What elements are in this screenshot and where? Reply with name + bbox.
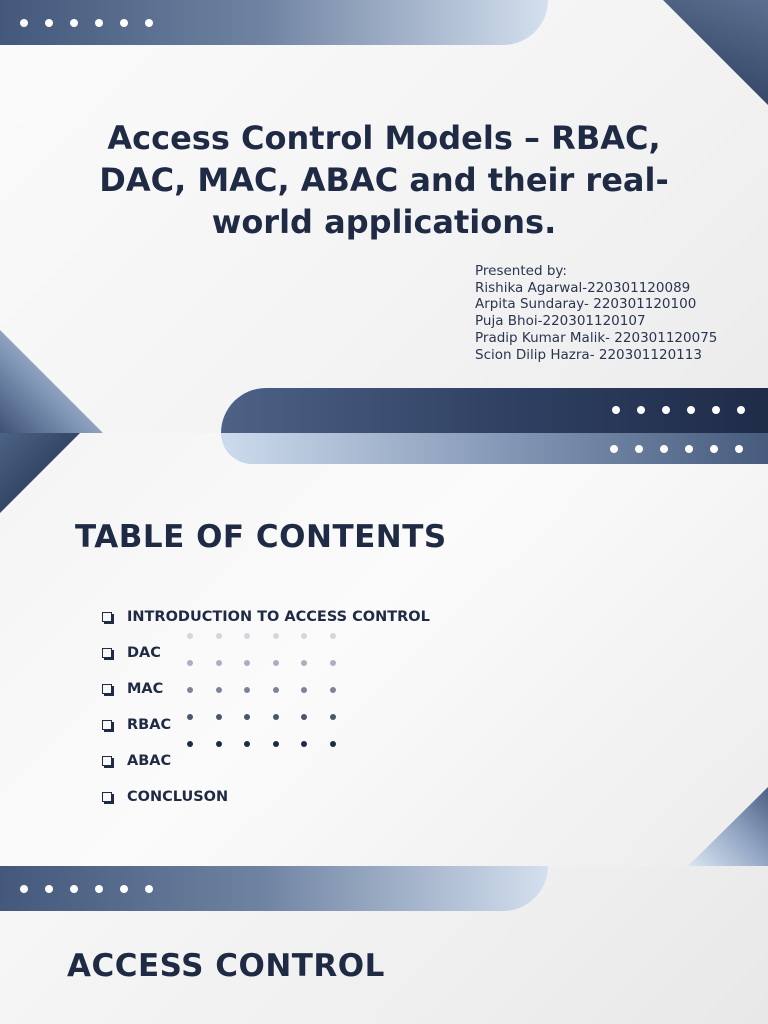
checkbox-bullet-icon	[102, 648, 112, 658]
toc-item-label: DAC	[127, 645, 161, 661]
presenter-name: Pradip Kumar Malik- 220301120075	[475, 329, 718, 346]
presenter-name: Puja Bhoi-220301120107	[475, 313, 646, 330]
grid-dot	[273, 687, 279, 693]
toc-item	[102, 599, 430, 635]
corner-triangle-bottom-right	[688, 787, 768, 866]
banner-dots	[20, 19, 153, 27]
title-slide	[0, 0, 768, 433]
grid-dot	[273, 741, 279, 747]
toc-item-label: MAC	[127, 681, 164, 697]
grid-dot	[216, 633, 222, 639]
toc-item-label: ABAC	[127, 753, 172, 769]
grid-dot	[216, 660, 222, 666]
toc-item-label: RBAC	[127, 717, 172, 733]
presentation-title: Access Control Models – RBAC, DAC, MAC, ABAC and their real-world applications.	[99, 119, 669, 241]
banner-dots	[20, 885, 153, 893]
corner-triangle-bottom-left	[0, 330, 103, 433]
section-heading: ACCESS CONTROL	[67, 948, 385, 984]
grid-dot	[330, 741, 336, 747]
grid-dot	[244, 687, 250, 693]
checkbox-bullet-icon	[102, 792, 112, 802]
grid-dot	[216, 687, 222, 693]
presenter-name: Arpita Sundaray- 220301120100	[475, 296, 697, 313]
presenter-name: Rishika Agarwal-220301120089	[475, 279, 691, 296]
grid-dot	[187, 714, 193, 720]
checkbox-bullet-icon	[102, 720, 112, 730]
grid-dot	[273, 714, 279, 720]
grid-dot	[301, 714, 307, 720]
toc-heading: TABLE OF CONTENTS	[75, 519, 447, 555]
decorative-dot-grid	[187, 633, 347, 753]
corner-triangle-top-left	[0, 433, 80, 513]
access-control-slide	[0, 866, 768, 1024]
presenters-block	[475, 263, 717, 363]
checkbox-bullet-icon	[102, 684, 112, 694]
toc-item	[102, 779, 430, 815]
grid-dot	[244, 714, 250, 720]
grid-dot	[273, 660, 279, 666]
grid-dot	[301, 660, 307, 666]
grid-dot	[301, 633, 307, 639]
banner-dots	[610, 445, 743, 453]
grid-dot	[216, 714, 222, 720]
checkbox-bullet-icon	[102, 612, 112, 622]
grid-dot	[244, 633, 250, 639]
grid-dot	[301, 741, 307, 747]
grid-dot	[330, 714, 336, 720]
grid-dot	[187, 633, 193, 639]
grid-dot	[244, 741, 250, 747]
bottom-banner-dots	[612, 406, 745, 414]
grid-dot	[187, 660, 193, 666]
grid-dot	[330, 633, 336, 639]
grid-dot	[301, 687, 307, 693]
toc-item-label: INTRODUCTION TO ACCESS CONTROL	[127, 609, 430, 625]
grid-dot	[244, 660, 250, 666]
grid-dot	[187, 741, 193, 747]
corner-triangle-top-right	[663, 0, 768, 105]
grid-dot	[273, 633, 279, 639]
table-of-contents-slide	[0, 433, 768, 866]
grid-dot	[187, 687, 193, 693]
grid-dot	[330, 687, 336, 693]
checkbox-bullet-icon	[102, 756, 112, 766]
grid-dot	[330, 660, 336, 666]
toc-item-label: CONCLUSON	[127, 789, 229, 805]
presented-by-label: Presented by:	[475, 263, 567, 279]
presenter-name: Scion Dilip Hazra- 220301120113	[475, 346, 702, 363]
grid-dot	[216, 741, 222, 747]
